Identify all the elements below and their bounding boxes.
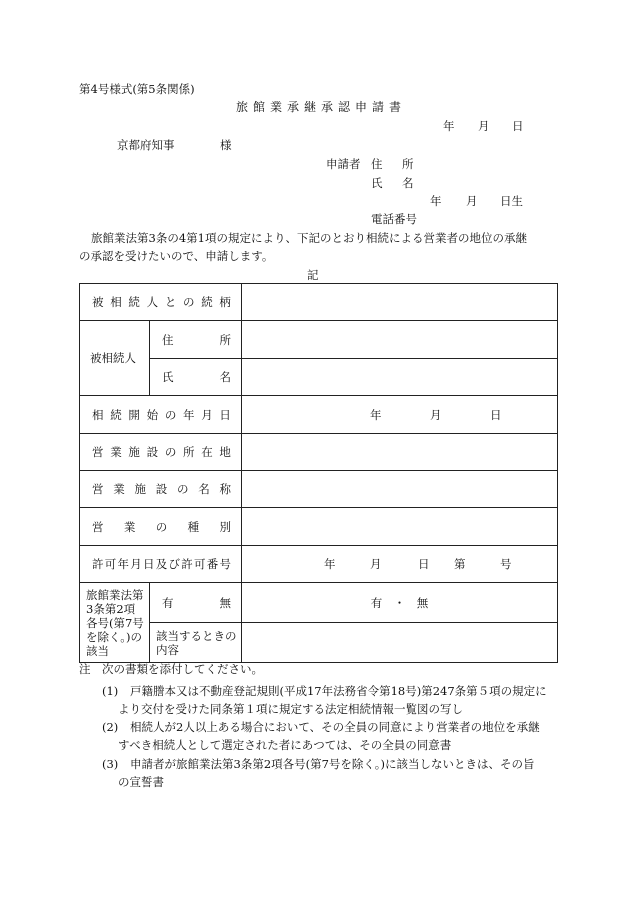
char: 日 xyxy=(219,407,231,422)
char: 設 xyxy=(146,445,159,459)
char: 称 xyxy=(219,482,231,496)
char: 相 xyxy=(92,407,104,422)
char: 年 xyxy=(117,557,129,571)
applicability-label: 旅館業法第3条第2項各号(第7号を除く。)の該当 xyxy=(80,583,150,663)
row-business-type xyxy=(80,508,558,546)
char: 業 xyxy=(123,519,136,534)
form-number: 第4号様式(第5条関係) xyxy=(79,82,195,96)
presence-value[interactable]: 有 ・ 無 xyxy=(242,583,558,623)
permit-year: 年 xyxy=(324,557,336,571)
applicant-name-label: 氏 名 xyxy=(371,176,418,190)
facility-location-label xyxy=(80,434,242,471)
char: 及 xyxy=(155,557,168,571)
char: 営 xyxy=(92,482,104,496)
char: 柄 xyxy=(219,295,231,309)
char: 名 xyxy=(198,482,210,496)
addressee-suffix: 様 xyxy=(220,138,232,152)
facility-location-label-text xyxy=(80,444,241,460)
char: 月 xyxy=(201,407,213,422)
char: 許 xyxy=(92,557,104,571)
applicant-label: 申請者 xyxy=(326,157,361,171)
deceased-address-label-text xyxy=(150,332,241,348)
note-1-line-1: 戸籍謄本又は不動産登記規則(平成17年法務省令第18号)第247条第５項の規定に xyxy=(130,684,547,698)
char: 相 xyxy=(110,295,122,309)
note-1-number: (1) xyxy=(102,684,119,698)
char: 在 xyxy=(201,445,213,459)
char: の xyxy=(183,295,195,309)
char: 業 xyxy=(113,482,125,496)
row-deceased-address xyxy=(80,321,558,359)
start-date-year: 年 xyxy=(370,407,382,422)
char: 業 xyxy=(110,445,122,459)
relation-label xyxy=(80,284,242,321)
relation-value[interactable] xyxy=(242,284,558,321)
char: 施 xyxy=(128,445,140,459)
note-1-line-2: より交付を受けた同条第１項に規定する法定相続情報一覧図の写し xyxy=(118,702,463,716)
row-relation xyxy=(80,284,558,321)
note-2-line-1: 相続人が2人以上ある場合において、その全員の同意により営業者の地位を承継 xyxy=(130,720,540,734)
char: 開 xyxy=(128,407,140,422)
char: 施 xyxy=(134,482,146,496)
applicant-address-label: 住 所 xyxy=(371,157,418,171)
permit-value[interactable] xyxy=(242,546,558,583)
start-date-value[interactable] xyxy=(242,396,558,434)
phone-label: 電話番号 xyxy=(371,212,417,226)
char: 氏 xyxy=(162,370,174,384)
char: 続 xyxy=(128,295,140,309)
page-title: 旅館業承継承認申請書 xyxy=(236,100,407,114)
row-permit xyxy=(80,546,558,583)
char: 住 xyxy=(162,332,174,347)
start-date-month: 月 xyxy=(430,407,442,422)
char: 続 xyxy=(201,295,213,309)
addressee: 京都府知事 xyxy=(117,138,175,152)
char: の xyxy=(164,445,177,459)
facility-name-value[interactable] xyxy=(242,471,558,508)
note-3-number: (3) xyxy=(102,757,119,771)
details-value[interactable] xyxy=(242,623,558,663)
char: 日 xyxy=(143,557,155,571)
char: 許 xyxy=(181,557,193,571)
char: 名 xyxy=(219,370,231,384)
facility-name-label xyxy=(80,471,242,508)
deceased-address-value[interactable] xyxy=(242,321,558,359)
permit-no-prefix: 第 xyxy=(454,557,466,571)
business-type-label xyxy=(80,508,242,546)
row-facility-name xyxy=(80,471,558,508)
business-type-label-text xyxy=(80,519,241,535)
permit-label-text xyxy=(80,556,241,572)
char: 可 xyxy=(104,557,117,571)
char: 営 xyxy=(92,445,104,459)
intro-line-2: の承認を受けたいので、申請します。 xyxy=(79,249,274,263)
char: 営 xyxy=(92,519,104,534)
date-month: 月 xyxy=(478,119,490,133)
relation-label-text xyxy=(80,294,241,310)
row-deceased-name xyxy=(80,359,558,396)
char: 番 xyxy=(206,557,219,571)
presence-label xyxy=(150,583,242,623)
row-applicability-presence xyxy=(80,583,558,623)
deceased-address-label xyxy=(150,321,242,359)
char: 被 xyxy=(92,295,104,309)
char: 月 xyxy=(130,557,142,571)
permit-no-suffix: 号 xyxy=(500,557,512,571)
char: 始 xyxy=(146,407,159,422)
note-2-number: (2) xyxy=(102,720,119,734)
permit-day: 日 xyxy=(418,557,430,571)
permit-month: 月 xyxy=(370,557,382,571)
deceased-label: 被相続人 xyxy=(80,321,150,396)
char: 有 xyxy=(162,595,174,610)
intro-line-1: 旅館業法第3条の4第1項の規定により、下記のとおり相続による営業者の地位の承継 xyxy=(91,231,527,245)
deceased-name-label-text xyxy=(150,369,241,385)
permit-label xyxy=(80,546,242,583)
date-year: 年 xyxy=(443,119,455,133)
date-day: 日 xyxy=(512,119,524,133)
char: 地 xyxy=(219,445,231,459)
char: の xyxy=(164,407,177,422)
char: 所 xyxy=(183,445,195,459)
char: 設 xyxy=(155,482,168,496)
char: と xyxy=(164,295,177,309)
note-3-line-1: 申請者が旅館業法第3条第2項各号(第7号を除く。)に該当しないときは、その旨 xyxy=(130,757,535,771)
char: び xyxy=(168,557,180,571)
char: 年 xyxy=(183,407,195,422)
char: 所 xyxy=(219,332,231,347)
facility-name-label-text xyxy=(80,481,241,497)
char: 別 xyxy=(219,519,231,534)
start-date-day: 日 xyxy=(490,407,502,422)
facility-location-value[interactable] xyxy=(242,434,558,471)
application-table xyxy=(79,283,558,663)
notes-heading: 注 次の書類を添付してください。 xyxy=(79,662,263,676)
start-date-label-text xyxy=(80,407,241,423)
char: 人 xyxy=(146,295,159,309)
presence-label-text xyxy=(150,595,241,611)
note-2-line-2: すべき相続人として選定された者にあつては、その全員の同意書 xyxy=(118,738,452,752)
business-type-value[interactable] xyxy=(242,508,558,546)
details-label: 該当するときの内容 xyxy=(150,623,242,663)
row-start-date xyxy=(80,396,558,434)
char: 種 xyxy=(187,519,200,534)
birth-year: 年 xyxy=(430,194,442,208)
char: 続 xyxy=(110,407,122,422)
ki-label: 記 xyxy=(307,268,319,282)
char: 可 xyxy=(194,557,206,571)
deceased-name-value[interactable] xyxy=(242,359,558,396)
char: の xyxy=(155,519,168,534)
char: の xyxy=(177,482,189,496)
birth-month: 月 xyxy=(466,194,478,208)
deceased-name-label xyxy=(150,359,242,396)
start-date-label xyxy=(80,396,242,434)
char: 号 xyxy=(219,557,231,571)
note-3-line-2: の宣誓書 xyxy=(118,775,164,789)
char: 無 xyxy=(219,595,231,610)
row-applicability-details xyxy=(80,623,558,663)
birth-day: 日生 xyxy=(500,194,523,208)
row-facility-location xyxy=(80,434,558,471)
